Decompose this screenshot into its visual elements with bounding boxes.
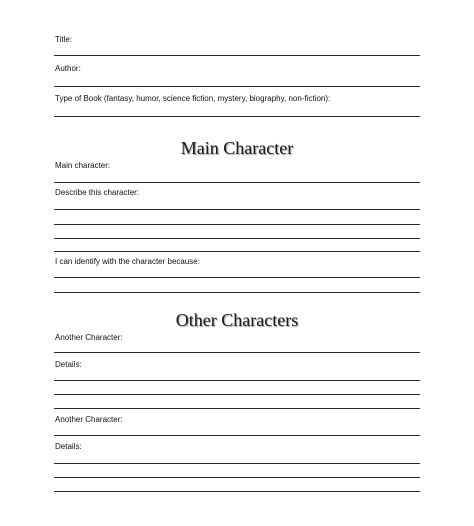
main-character-answer-line[interactable] [54, 182, 420, 183]
details-1-answer-line-2[interactable] [54, 394, 420, 395]
title-label: Title: [55, 35, 73, 44]
title-answer-line[interactable] [54, 55, 420, 56]
identify-answer-line-1[interactable] [54, 277, 420, 278]
describe-answer-line-1[interactable] [54, 209, 420, 210]
describe-answer-line-2[interactable] [54, 224, 420, 225]
details-2-answer-line-1[interactable] [54, 463, 420, 464]
details-1-label: Details: [55, 360, 82, 369]
another-character-1-label: Another Character: [55, 333, 123, 342]
identify-label: I can identify with the character because: [55, 257, 200, 266]
another-character-2-label: Another Character: [55, 415, 123, 424]
book-type-answer-line[interactable] [54, 116, 420, 117]
main-character-heading: Main Character [180, 138, 294, 158]
describe-answer-line-3[interactable] [54, 238, 420, 239]
details-2-label: Details: [55, 442, 82, 451]
describe-answer-line-4[interactable] [54, 251, 420, 252]
describe-character-label: Describe this character: [55, 188, 140, 197]
identify-answer-line-2[interactable] [54, 292, 420, 293]
details-2-answer-line-2[interactable] [54, 477, 420, 478]
author-label: Author: [55, 64, 81, 73]
details-2-answer-line-3[interactable] [54, 491, 420, 492]
another-character-2-answer-line[interactable] [54, 435, 420, 436]
details-1-answer-line-1[interactable] [54, 380, 420, 381]
other-characters-heading: Other Characters [175, 310, 299, 330]
book-type-label: Type of Book (fantasy, humor, science fiction, mystery, biography, non-fiction): [55, 94, 331, 103]
details-1-answer-line-3[interactable] [54, 408, 420, 409]
author-answer-line[interactable] [54, 86, 420, 87]
main-character-label: Main character: [55, 161, 111, 170]
another-character-1-answer-line[interactable] [54, 352, 420, 353]
